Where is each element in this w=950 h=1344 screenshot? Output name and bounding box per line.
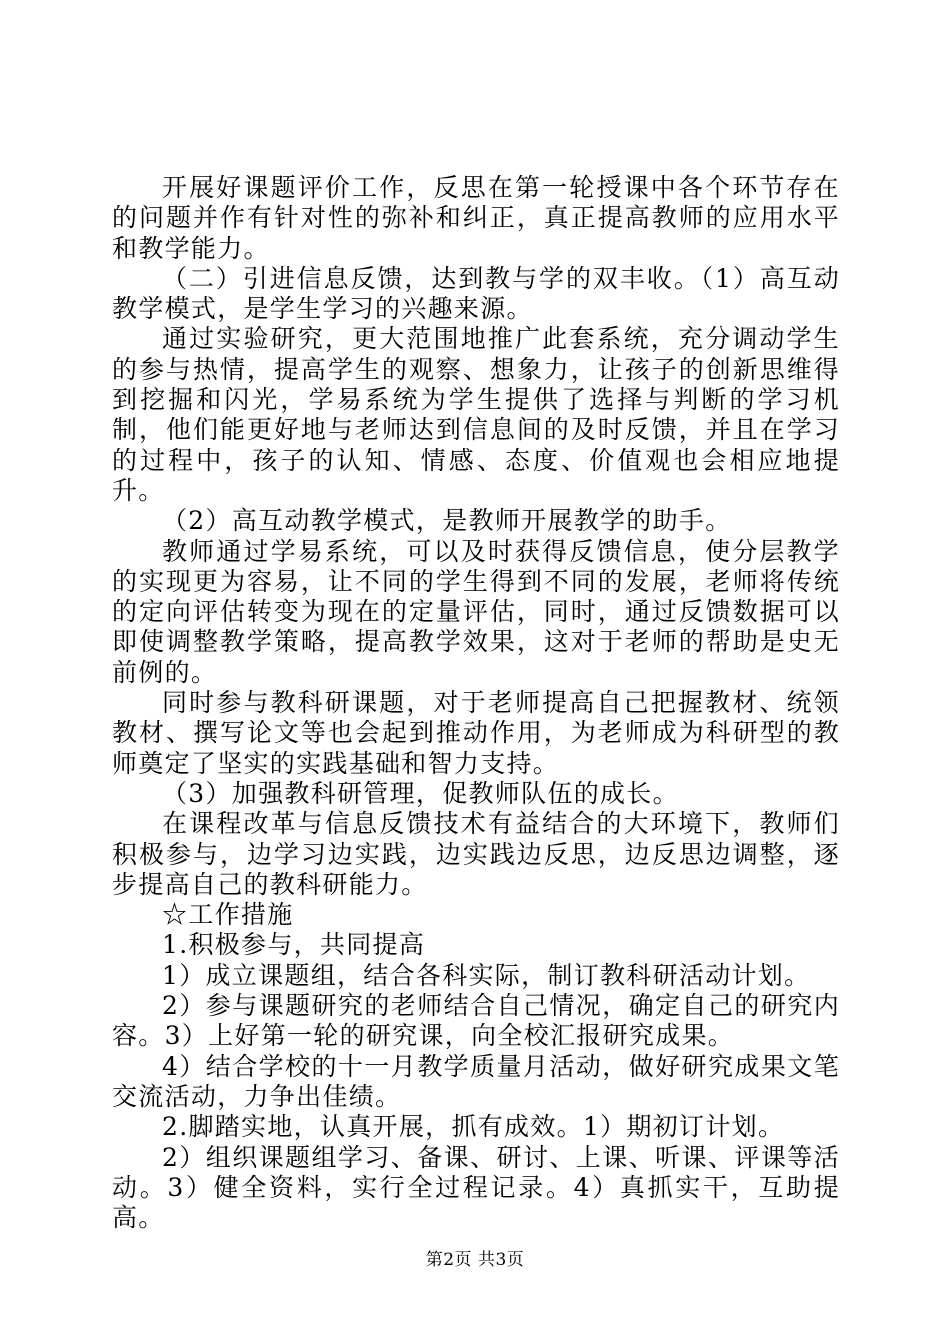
measure-item-1-4: 4）结合学校的十一月教学质量月活动，做好研究成果文笔交流活动，力争出佳绩。 bbox=[112, 1051, 840, 1111]
measure-item-2-2: 2）组织课题组学习、备课、研讨、上课、听课、评课等活动。3）健全资料，实行全过程记录。4）真抓实干，互助提高。 bbox=[112, 1142, 840, 1233]
measure-item-1-1: 1）成立课题组，结合各科实际，制订教科研活动计划。 bbox=[162, 960, 811, 990]
measure-item-1-2: 2）参与课题研究的老师结合自己情况，确定自己的研究内容。3）上好第一轮的研究课，向全校汇报研究成果。 bbox=[112, 991, 840, 1051]
section-heading-work-measures: ☆工作措施 bbox=[162, 900, 294, 930]
paragraph-8: 在课程改革与信息反馈技术有益结合的大环境下，教师们积极参与，边学习边实践，边实践边反思，边反思边调整，逐步提高自己的教科研能力。 bbox=[112, 809, 840, 899]
paragraph-7: （3）加强教科研管理，促教师队伍的成长。 bbox=[162, 778, 679, 808]
paragraph-1: 开展好课题评价工作，反思在第一轮授课中各个环节存在的问题并作有针对性的弥补和纠正，真正提高教师的应用水平和教学能力。 bbox=[112, 173, 840, 263]
paragraph-2: （二）引进信息反馈，达到教与学的双丰收。（1）高互动教学模式，是学生学习的兴趣来源。 bbox=[112, 263, 840, 324]
paragraph-4: （2）高互动教学模式，是教师开展教学的助手。 bbox=[162, 506, 732, 536]
document-body bbox=[112, 173, 840, 1233]
paragraph-3: 通过实验研究，更大范围地推广此套系统，充分调动学生的参与热情，提高学生的观察、想象力，让孩子的创新思维得到挖掘和闪光，学易系统为学生提供了选择与判断的学习机制，他们能更好地与老师达到信息间的及时反馈，并且在学习的过程中，孩子的认知、情感、态度、价值观也会相应地提升。 bbox=[112, 324, 840, 505]
paragraph-5: 教师通过学易系统，可以及时获得反馈信息，使分层教学的实现更为容易，让不同的学生得到不同的发展，老师将传统的定向评估转变为现在的定量评估，同时，通过反馈数据可以即使调整教学策略，提高教学效果，这对于老师的帮助是史无前例的。 bbox=[112, 536, 840, 687]
measure-heading-1: 1.积极参与，共同提高 bbox=[162, 930, 426, 960]
page-number-footer: 第2页 共3页 bbox=[425, 1250, 525, 1270]
measure-heading-2: 2.脚踏实地，认真开展，抓有成效。1）期初订计划。 bbox=[162, 1112, 785, 1142]
paragraph-6: 同时参与教科研课题，对于老师提高自己把握教材、统领教材、撰写论文等也会起到推动作用，为老师成为科研型的教师奠定了坚实的实践基础和智力支持。 bbox=[112, 688, 840, 778]
